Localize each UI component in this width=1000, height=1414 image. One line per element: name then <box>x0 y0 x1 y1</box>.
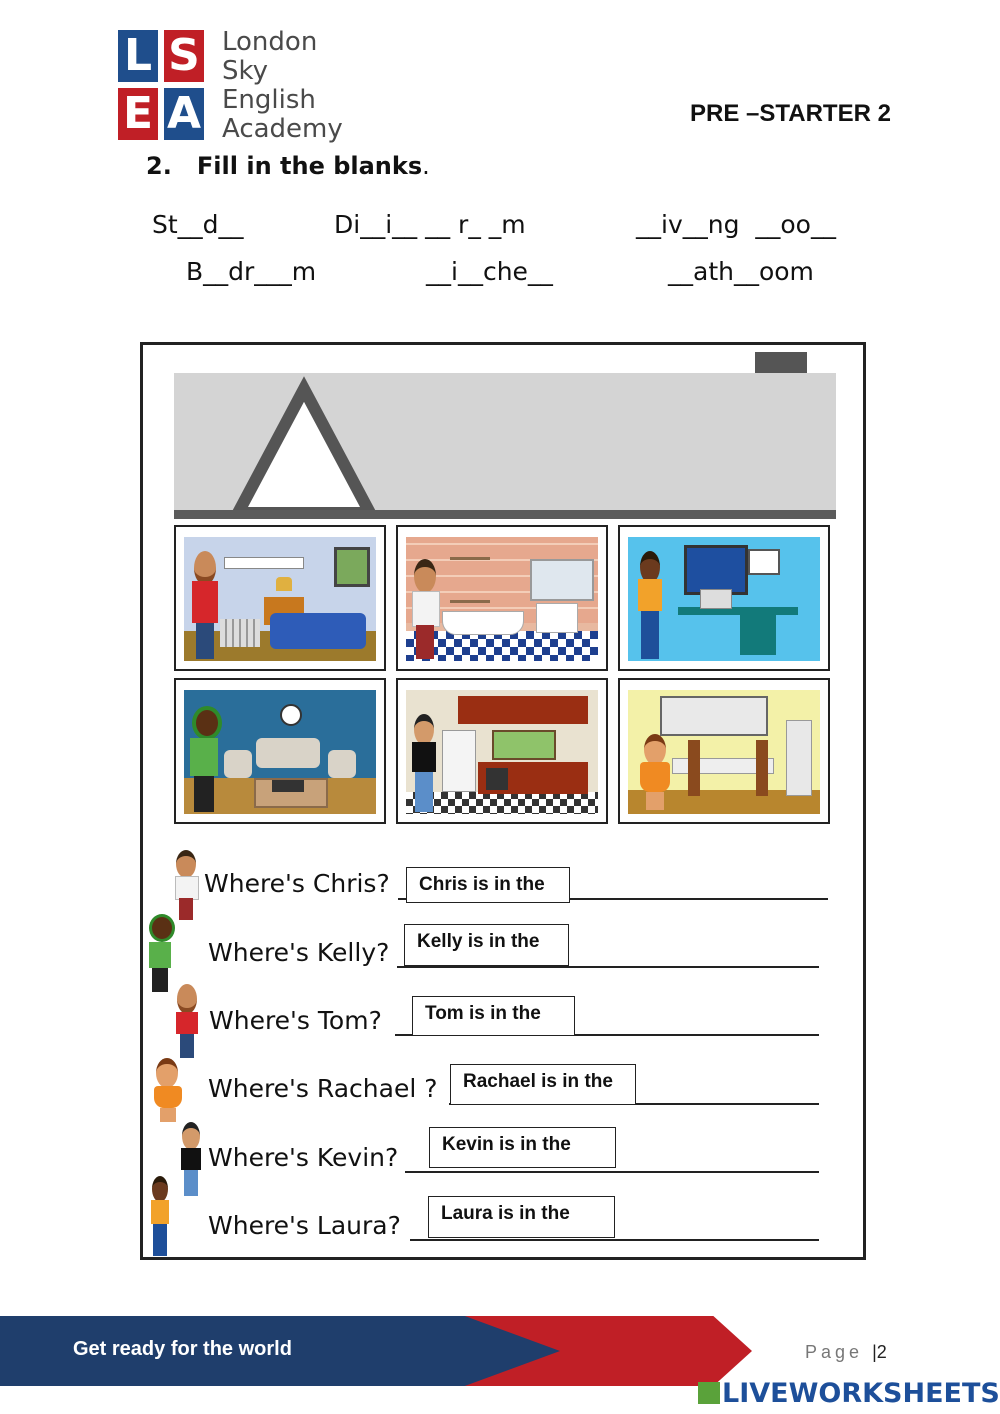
logo-tile-e: E <box>118 88 158 140</box>
desk-icon <box>678 607 798 615</box>
coffee-table-icon <box>272 780 304 792</box>
liveworksheets-watermark <box>698 1378 1000 1409</box>
page-label: Page <box>805 1342 864 1362</box>
oven-icon <box>486 768 508 790</box>
logo-line-sky: Sky <box>222 56 269 86</box>
sofa-icon <box>256 738 320 768</box>
roof-gable-icon <box>174 373 836 519</box>
task-number: 2. <box>146 152 172 180</box>
question-rachael: Where's Rachael ? <box>208 1074 438 1103</box>
lamp-icon <box>276 577 292 591</box>
question-chris: Where's Chris? <box>204 869 390 898</box>
level-label: PRE –STARTER 2 <box>690 100 891 127</box>
mirror-icon <box>530 559 594 601</box>
room-bedroom <box>174 525 386 671</box>
answer-input-laura[interactable]: Laura is in the <box>428 1196 615 1238</box>
answer-input-rachael[interactable]: Rachael is in the <box>450 1064 636 1105</box>
question-laura: Where's Laura? <box>208 1211 401 1240</box>
chair-icon <box>688 740 700 796</box>
rachael-avatar <box>644 734 666 765</box>
logo-line-english: English <box>222 85 316 115</box>
room-dining-room <box>618 678 830 824</box>
shelf-icon <box>450 557 490 603</box>
answer-input-kelly[interactable]: Kelly is in the <box>404 924 569 966</box>
chimney <box>755 352 807 373</box>
water-cooler-icon <box>786 720 812 796</box>
watermark-text: LIVEWORKSHEETS <box>722 1378 1000 1409</box>
chris-figure <box>172 850 200 920</box>
room-study <box>618 525 830 671</box>
task-title-text: Fill in the blanks <box>196 152 423 180</box>
tom-avatar <box>194 551 216 585</box>
blinds-window-icon <box>660 696 768 736</box>
blank-word-kitchen: __i__che__ <box>426 257 553 286</box>
logo-tile-s: S <box>164 30 204 82</box>
laptop-icon <box>700 589 732 609</box>
task-title-period: . <box>422 152 430 180</box>
logo-wordmark <box>222 28 343 144</box>
logo-tile-a: A <box>164 88 204 140</box>
roof-eave <box>174 510 836 519</box>
sink-icon <box>536 603 578 633</box>
room-bathroom <box>396 525 608 671</box>
blank-word-bedroom: B__dr___m <box>186 257 317 286</box>
kitchen-scene <box>406 690 598 814</box>
answer-line-laura <box>410 1239 819 1241</box>
kelly-avatar <box>192 706 222 740</box>
kevin-figure <box>180 1122 202 1196</box>
air-conditioner-icon <box>224 557 304 569</box>
logo-line-london: London <box>222 27 318 57</box>
logo-line-academy: Academy <box>222 114 343 144</box>
question-kelly: Where's Kelly? <box>208 938 390 967</box>
study-window-icon <box>684 545 748 595</box>
answer-input-tom[interactable]: Tom is in the <box>412 996 575 1036</box>
kelly-figure <box>146 914 174 994</box>
footer-tagline: Get ready for the world <box>73 1338 292 1360</box>
bed-icon <box>270 613 366 649</box>
checkered-floor <box>406 631 598 661</box>
clock-icon <box>280 704 302 726</box>
answer-input-chris[interactable]: Chris is in the <box>406 867 570 903</box>
armchair-left-icon <box>224 750 252 778</box>
dining-room-scene <box>628 690 820 814</box>
blank-word-bathroom: __ath__oom <box>668 257 814 286</box>
tom-figure <box>174 984 200 1058</box>
blank-word-dining-room: Di__i__ __ r_ _m <box>334 210 526 239</box>
room-kitchen <box>396 678 608 824</box>
radiator-icon <box>220 619 260 647</box>
living-room-scene <box>184 690 376 814</box>
academy-logo <box>118 27 358 150</box>
answer-line-kelly <box>397 966 819 968</box>
fridge-icon <box>442 730 476 792</box>
answer-line-kevin <box>405 1171 819 1173</box>
bathroom-scene <box>406 537 598 661</box>
laura-figure <box>150 1176 170 1256</box>
page-number <box>805 1342 887 1363</box>
picture-frame-icon <box>748 549 780 575</box>
kevin-avatar <box>414 714 434 745</box>
chris-avatar <box>414 559 436 593</box>
rachael-figure <box>150 1058 186 1122</box>
kitchen-floor <box>406 792 598 814</box>
question-tom: Where's Tom? <box>209 1006 382 1035</box>
bathtub-icon <box>442 611 524 635</box>
study-scene <box>628 537 820 661</box>
question-kevin: Where's Kevin? <box>208 1143 399 1172</box>
task-title <box>146 152 430 180</box>
kitchen-window-icon <box>492 730 556 760</box>
bedroom-scene <box>184 537 376 661</box>
room-living-room <box>174 678 386 824</box>
logo-tile-l: L <box>118 30 158 82</box>
window-icon <box>334 547 370 587</box>
page-number-value: 2 <box>876 1342 887 1362</box>
liveworksheets-logo-icon <box>698 1382 720 1404</box>
answer-input-kevin[interactable]: Kevin is in the <box>429 1127 616 1168</box>
blank-word-study: St__d__ <box>152 210 244 239</box>
upper-cabinets-icon <box>458 696 588 724</box>
armchair-right-icon <box>328 750 356 778</box>
blank-word-living-room: __iv__ng __oo__ <box>636 210 836 239</box>
page-separator: | <box>872 1342 877 1362</box>
